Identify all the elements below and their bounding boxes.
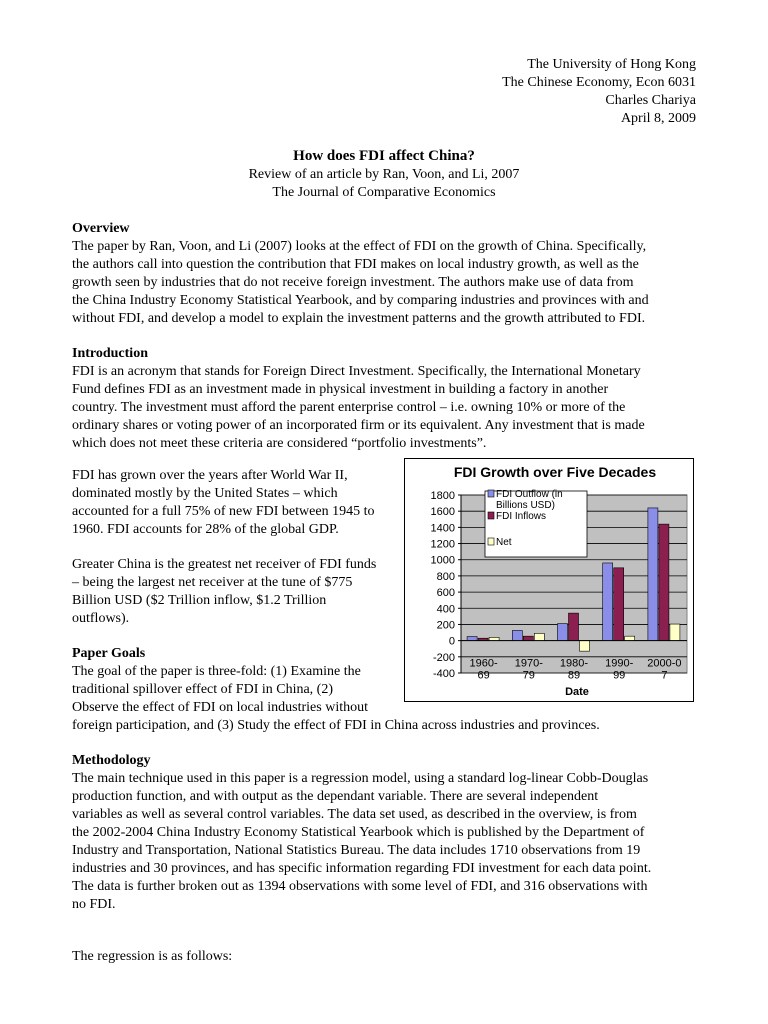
bar-fdi-inflows <box>569 613 579 641</box>
bar-net <box>670 624 680 641</box>
fdi-growth-line: FDI has grown over the years after World War II, <box>72 468 348 483</box>
bar-net <box>534 633 544 640</box>
document-title: How does FDI affect China? <box>293 148 475 164</box>
legend-swatch <box>488 490 494 497</box>
bar-fdi-outflow <box>467 637 477 641</box>
institution: The University of Hong Kong <box>527 57 696 72</box>
x-tick-label: 7 <box>661 669 668 682</box>
introduction-line: Fund defines FDI as an investment made in physical investment in building a factory in another <box>72 382 609 397</box>
y-tick-label: 800 <box>436 570 455 583</box>
methodology-line: no FDI. <box>72 897 116 912</box>
fdi-growth-paragraph <box>72 467 402 539</box>
y-tick-label: 1200 <box>430 538 455 551</box>
y-tick-label: 1800 <box>430 490 455 502</box>
legend-swatch <box>488 512 494 519</box>
x-tick-label: 99 <box>613 669 626 682</box>
legend-label: FDI Outflow (in <box>496 489 563 500</box>
greater-china-line: Billion USD ($2 Trillion inflow, $1.2 Trillion <box>72 593 327 608</box>
y-tick-label: 400 <box>436 603 455 616</box>
regression-intro: The regression is as follows: <box>72 949 233 964</box>
legend-swatch <box>488 538 494 545</box>
plot-area <box>431 489 687 682</box>
methodology-line: variables as well as several control variables. The data set used, as described in the overview, is from <box>72 807 637 822</box>
greater-china-paragraph <box>72 556 402 628</box>
x-tick-label: 69 <box>477 669 490 682</box>
legend-label: Net <box>496 537 512 548</box>
paper-goals-line: Observe the effect of FDI on local industries without <box>72 700 369 715</box>
chart-canvas <box>405 459 695 703</box>
greater-china-line: Greater China is the greatest net receiver of FDI funds <box>72 557 377 572</box>
chart-title: FDI Growth over Five Decades <box>453 464 657 480</box>
bar-fdi-inflows <box>614 568 624 641</box>
x-tick-label: 1990- <box>605 657 634 670</box>
bar-fdi-outflow <box>603 563 613 641</box>
y-tick-label: 0 <box>448 635 455 648</box>
introduction-line: country. The investment must afford the parent enterprise control – i.e. owning 10% or more of the <box>72 400 626 415</box>
legend-label: Billions USD) <box>496 500 555 511</box>
x-axis-label: Date <box>565 686 589 698</box>
bar-fdi-outflow <box>648 508 658 641</box>
fdi-growth-line: accounted for a full 75% of new FDI between 1945 to <box>72 504 375 519</box>
x-tick-label: 1970- <box>514 657 543 670</box>
paper-goals-line: traditional spillover effect of FDI in China, (2) <box>72 682 334 697</box>
overview-line: The paper by Ran, Voon, and Li (2007) looks at the effect of FDI on the growth of China. Specifically, <box>72 239 647 254</box>
methodology-heading: Methodology <box>72 753 151 768</box>
fdi-growth-line: 1960. FDI accounts for 28% of the global GDP. <box>72 522 339 537</box>
y-tick-label: 200 <box>436 619 455 632</box>
methodology-line: the 2002-2004 China Industry Economy Statistical Yearbook which is published by the Department of <box>72 825 645 840</box>
bar-net <box>580 641 590 652</box>
y-tick-label: -400 <box>432 668 455 680</box>
overview-line: the China Industry Economy Statistical Yearbook, and by comparing industries and provinces with and <box>72 293 649 308</box>
greater-china-line: outflows). <box>72 611 130 626</box>
paper-goals-line: The goal of the paper is three-fold: (1) Examine the <box>72 664 361 679</box>
legend-label: FDI Inflows <box>496 511 547 522</box>
subtitle-journal: The Journal of Comparative Economics <box>272 185 496 200</box>
introduction-heading: Introduction <box>72 346 148 361</box>
methodology-line: Industry and Transportation, National Statistics Bureau. The data includes 1710 observations from 19 <box>72 843 641 858</box>
bar-fdi-outflow <box>558 624 568 641</box>
date: April 8, 2009 <box>620 111 696 126</box>
bar-fdi-inflows <box>523 636 533 640</box>
methodology-line: The data is further broken out as 1394 observations with some level of FDI, and 316 observations with <box>72 879 648 894</box>
bar-net <box>625 636 635 640</box>
y-tick-label: 1400 <box>430 522 455 535</box>
introduction-line: ordinary shares or voting power of an incorporated firm or its equivalent. Any investment that is made <box>72 418 645 433</box>
paper-goals-line: foreign participation, and (3) Study the effect of FDI in China across industries and provinces. <box>72 718 600 733</box>
introduction-line: which does not meet these criteria are considered “portfolio investments”. <box>72 436 487 451</box>
fdi-growth-line: dominated mostly by the United States – which <box>72 486 338 501</box>
y-tick-label: -200 <box>432 651 455 664</box>
bar-fdi-inflows <box>659 524 669 641</box>
methodology-line: industries and 30 provinces, and has specific information regarding FDI investment for each data point. <box>72 861 652 876</box>
x-tick-label: 79 <box>522 669 535 682</box>
overview-section <box>72 220 696 328</box>
y-tick-label: 1600 <box>430 506 455 519</box>
subtitle-review: Review of an article by Ran, Voon, and Li, 2007 <box>248 167 520 182</box>
greater-china-line: – being the largest net receiver at the tune of $775 <box>72 575 353 590</box>
author: Charles Chariya <box>605 93 696 108</box>
y-tick-label: 600 <box>436 587 455 600</box>
header-block <box>502 56 696 128</box>
course: The Chinese Economy, Econ 6031 <box>502 75 696 90</box>
title-block <box>0 147 768 202</box>
overview-line: without FDI, and develop a model to explain the investment patterns and the growth attributed to FDI. <box>72 311 646 326</box>
introduction-section <box>72 345 696 453</box>
methodology-line: The main technique used in this paper is a regression model, using a standard log-linear Cobb-Douglas <box>72 771 649 786</box>
methodology-section <box>72 752 696 914</box>
bar-fdi-outflow <box>512 631 522 641</box>
y-tick-label: 1000 <box>430 554 455 567</box>
fdi-growth-chart <box>404 458 694 702</box>
x-tick-label: 1960- <box>469 657 498 670</box>
overview-line: growth seen by industries that do not receive foreign investment. The authors make use of data from <box>72 275 634 290</box>
x-tick-label: 2000-0 <box>647 657 682 670</box>
paper-goals-heading: Paper Goals <box>72 646 146 661</box>
x-tick-label: 1980- <box>559 657 589 670</box>
introduction-line: FDI is an acronym that stands for Foreign Direct Investment. Specifically, the International Monetary <box>72 364 641 379</box>
overview-heading: Overview <box>72 221 130 236</box>
methodology-line: production function, and with output as the dependant variable. There are several independent <box>72 789 599 804</box>
x-tick-label: 89 <box>567 669 581 682</box>
overview-line: the authors call into question the contribution that FDI makes on local industry growth, as well as the <box>72 257 639 272</box>
